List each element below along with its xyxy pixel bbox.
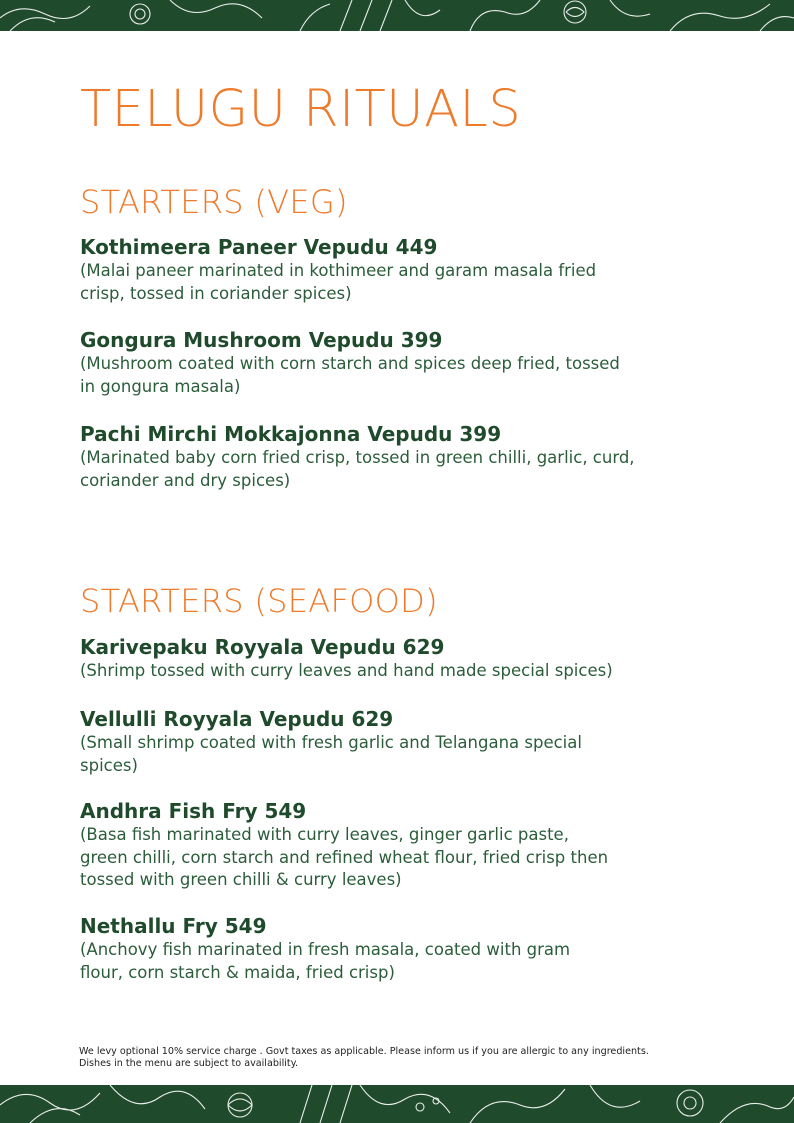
footer-note (79, 1046, 739, 1070)
description-line: tossed with green chilli & curry leaves) (80, 870, 402, 889)
bottom-botanical-band (0, 1085, 794, 1123)
botanical-pattern-icon (0, 1085, 794, 1123)
menu-item-description (80, 824, 720, 892)
description-line: (Mushroom coated with corn starch and spices deep fried, tossed (80, 354, 620, 373)
description-line: (Basa fish marinated with curry leaves, ginger garlic paste, (80, 825, 569, 844)
menu-item (80, 422, 720, 492)
description-line: (Malai paneer marinated in kothimeer and garam masala fried (80, 261, 597, 280)
description-line: green chilli, corn starch and refined wheat flour, fried crisp then (80, 847, 609, 867)
menu-item (80, 707, 720, 777)
description-line: coriander and dry spices) (80, 470, 291, 490)
menu-item (80, 799, 720, 892)
description-line: (Small shrimp coated with fresh garlic and Telangana special (80, 733, 582, 752)
menu-item-description (80, 353, 720, 398)
menu-item-name: Karivepaku Royyala Vepudu 629 (80, 635, 445, 659)
description-line: spices) (80, 755, 138, 775)
description-line: crisp, tossed in coriander spices) (80, 283, 352, 303)
menu-item (80, 635, 720, 683)
section-heading-starters-veg: STARTERS (VEG) (80, 183, 348, 221)
menu-item (80, 235, 720, 305)
menu-item-name: Vellulli Royyala Vepudu 629 (80, 707, 394, 731)
description-line: flour, corn starch & maida, fried crisp) (80, 962, 395, 982)
footer-line: Dishes in the menu are subject to availability. (79, 1058, 299, 1069)
menu-item-description (80, 660, 720, 683)
menu-item-name: Andhra Fish Fry 549 (80, 799, 307, 823)
menu-title: TELUGU RITUALS (80, 80, 522, 139)
menu-item-name: Nethallu Fry 549 (80, 914, 267, 938)
description-line: (Marinated baby corn fried crisp, tossed in green chilli, garlic, curd, (80, 448, 635, 467)
menu-item-description (80, 260, 720, 305)
footer-line: We levy optional 10% service charge . Govt taxes as applicable. Please inform us if you are allergic to any ingredients. (79, 1046, 649, 1057)
menu-item-name: Pachi Mirchi Mokkajonna Vepudu 399 (80, 422, 502, 446)
menu-item (80, 914, 720, 984)
description-line: (Shrimp tossed with curry leaves and hand made special spices) (80, 661, 613, 680)
description-line: in gongura masala) (80, 376, 241, 396)
menu-item-name: Kothimeera Paneer Vepudu 449 (80, 235, 438, 259)
section-heading-starters-seafood: STARTERS (SEAFOOD) (80, 582, 438, 620)
description-line: (Anchovy fish marinated in fresh masala, coated with gram (80, 940, 571, 959)
botanical-pattern-icon (0, 0, 794, 31)
top-botanical-band (0, 0, 794, 31)
menu-item-description (80, 447, 720, 492)
menu-item (80, 328, 720, 398)
menu-item-name: Gongura Mushroom Vepudu 399 (80, 328, 443, 352)
menu-item-description (80, 939, 720, 984)
menu-item-description (80, 732, 720, 777)
